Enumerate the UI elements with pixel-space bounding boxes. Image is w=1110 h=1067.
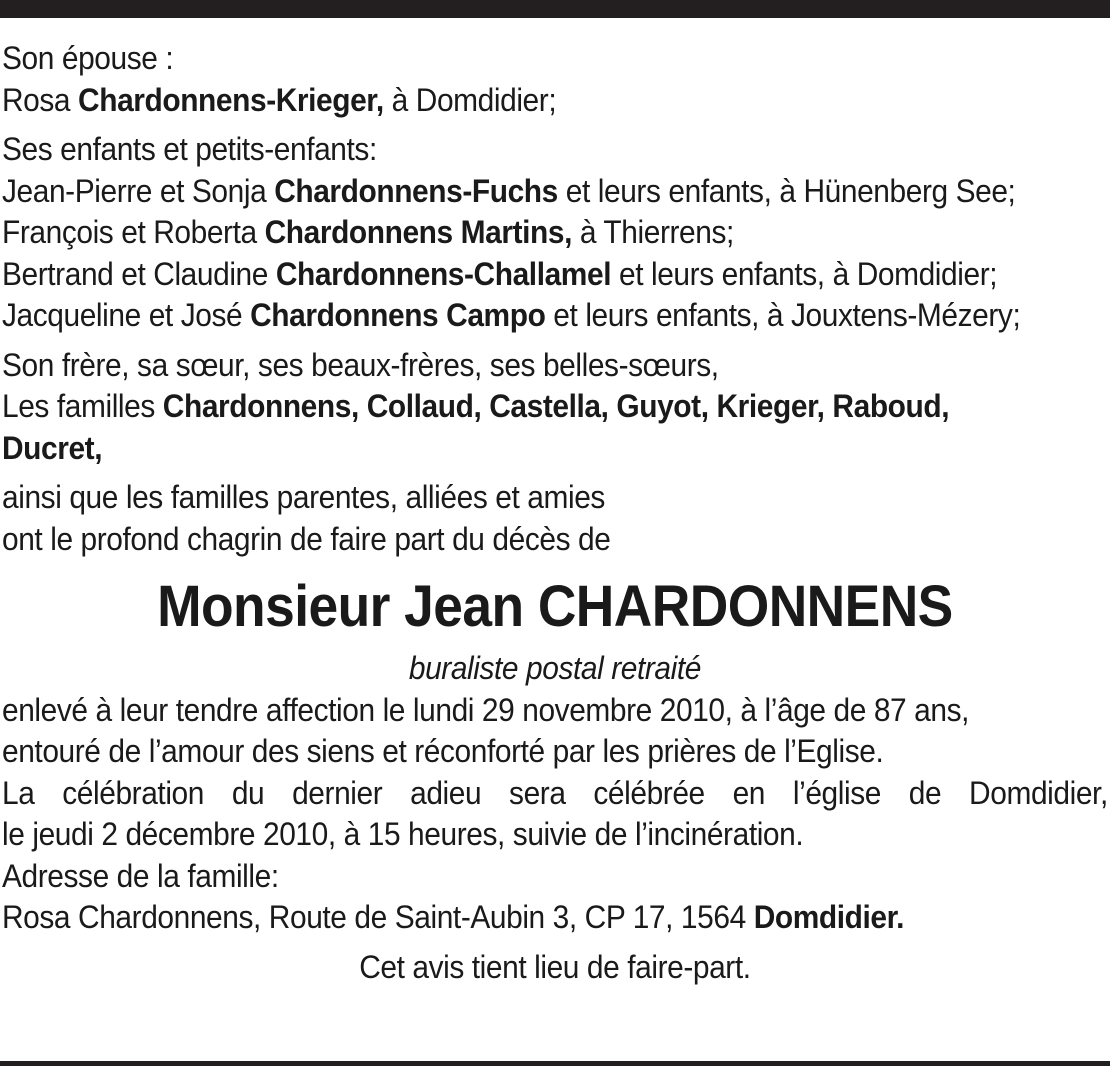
child-location: à Thierrens; <box>571 214 734 250</box>
child-first-names: Bertrand et Claudine <box>2 255 276 292</box>
announcement-line-2: ont le profond chagrin de faire part du décès de <box>2 520 611 557</box>
child-location: et leurs enfants, à Hünenberg See; <box>557 172 1016 209</box>
top-rule <box>0 0 1110 18</box>
obituary-notice <box>2 38 1108 988</box>
families-line <box>2 386 1108 428</box>
child-entry <box>2 171 1108 213</box>
spouse-surname: Chardonnens-Krieger, <box>78 81 384 118</box>
child-first-names: Jean-Pierre et Sonja <box>2 172 275 209</box>
death-details: enlevé à leur tendre affection le lundi 29 novembre 2010, à l’âge de 87 ans, <box>2 691 970 728</box>
families-prefix: Les familles <box>2 388 163 424</box>
announcement-line-1: ainsi que les familles parentes, alliées et amies <box>2 479 605 515</box>
child-entry <box>2 254 1108 296</box>
children-heading: Ses enfants et petits-enfants: <box>2 131 377 167</box>
child-entry <box>2 212 1108 254</box>
deceased-name: Monsieur Jean CHARDONNENS <box>157 574 953 639</box>
ceremony-date-line: le jeudi 2 décembre 2010, à 15 heures, suivie de l’incinération. <box>2 816 804 852</box>
child-surname: Chardonnens Campo <box>250 297 546 333</box>
address-street: Rosa Chardonnens, Route de Saint-Aubin 3, CP 17, 1564 <box>2 899 754 935</box>
child-surname: Chardonnens-Fuchs <box>274 172 558 209</box>
child-first-names: François et Roberta <box>2 214 265 250</box>
child-location: et leurs enfants, à Jouxtens-Mézery; <box>545 297 1021 333</box>
spouse-first-name: Rosa <box>2 81 79 118</box>
child-surname: Chardonnens Martins, <box>264 214 572 250</box>
ceremony-line: La célébration du dernier adieu sera célébrée en l’église de Domdidier, <box>2 774 1108 811</box>
child-surname: Chardonnens-Challamel <box>275 255 612 292</box>
families-names: Chardonnens, Collaud, Castella, Guyot, Krieger, Raboud, <box>162 388 950 424</box>
child-first-names: Jacqueline et José <box>2 297 251 333</box>
spouse-line <box>2 80 1108 122</box>
child-location: et leurs enfants, à Domdidier; <box>611 255 998 292</box>
siblings-line: Son frère, sa sœur, ses beaux-frères, ses belles-sœurs, <box>2 346 719 383</box>
bottom-rule <box>0 1061 1110 1066</box>
address-heading: Adresse de la famille: <box>2 857 279 894</box>
spouse-location: à Domdidier; <box>383 81 557 118</box>
spouse-heading: Son épouse : <box>2 40 174 76</box>
comfort-line: entouré de l’amour des siens et réconforté par les prières de l’Eglise. <box>2 733 884 769</box>
address-line <box>2 897 1108 939</box>
deceased-occupation: buraliste postal retraité <box>408 650 701 686</box>
child-entry <box>2 295 1108 337</box>
families-names-cont: Ducret, <box>2 429 103 466</box>
address-city: Domdidier. <box>753 899 905 935</box>
families-line-cont <box>2 428 1108 470</box>
footer-note: Cet avis tient lieu de faire-part. <box>359 948 751 985</box>
